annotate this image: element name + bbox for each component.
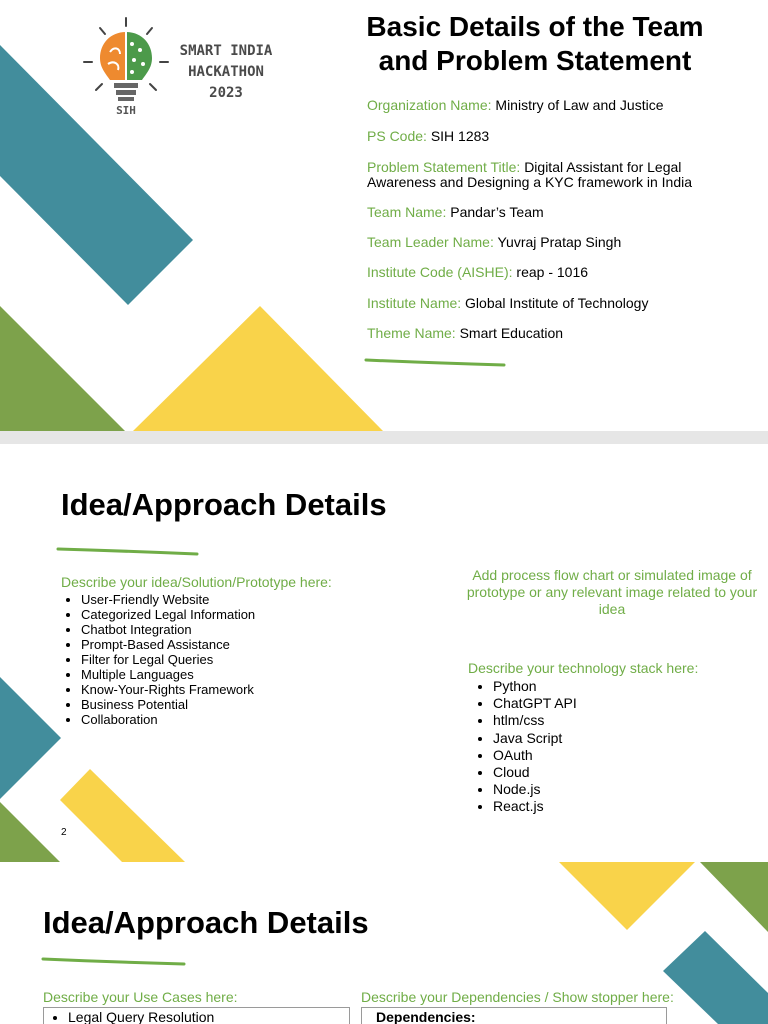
field-problem-statement-title	[367, 160, 727, 190]
field-value: reap - 1016	[516, 264, 589, 280]
logo-line-3: 2023	[209, 85, 243, 101]
green-underline	[55, 545, 201, 557]
field-organization-name	[367, 98, 727, 113]
slide-team-details	[0, 0, 768, 431]
stack-heading: Describe your technology stack here:	[468, 660, 699, 676]
field-ps-code	[367, 129, 727, 144]
field-label: Team Name:	[367, 204, 447, 220]
olive-triangle	[0, 306, 125, 431]
field-value: Pandar’s Team	[450, 204, 544, 220]
list-item: • Java Script	[493, 730, 577, 747]
teal-triangle	[0, 677, 61, 799]
list-item: • Cloud	[493, 764, 577, 781]
olive-triangle	[0, 802, 60, 862]
list-item: • Node.js	[493, 781, 577, 798]
field-institute-code	[367, 265, 727, 280]
tech-stack-list	[473, 678, 577, 816]
teal-diagonal-band	[663, 931, 768, 1024]
list-item: • Collaboration	[81, 712, 255, 727]
logo-line-1: SMART INDIA	[179, 43, 273, 59]
field-theme-name	[367, 326, 727, 341]
list-item: • Know-Your-Rights Framework	[81, 682, 255, 697]
field-label: Theme Name:	[367, 325, 456, 341]
dependencies-label: Dependencies:	[376, 1009, 476, 1024]
field-label: PS Code:	[367, 128, 427, 144]
field-institute-name	[367, 296, 727, 311]
slide-title: Basic Details of the Team and Problem Statement	[366, 11, 704, 76]
field-team-leader-name	[367, 235, 727, 250]
idea-heading: Describe your idea/Solution/Prototype here:	[61, 574, 332, 590]
list-item: • React.js	[493, 798, 577, 815]
field-value: Smart Education	[459, 325, 564, 341]
list-item: • OAuth	[493, 747, 577, 764]
field-label: Organization Name:	[367, 97, 492, 113]
list-item: • Business Potential	[81, 697, 255, 712]
field-value: Digital Assistant for Legal Awareness and Designing a KYC framework in India	[367, 159, 693, 190]
slide-idea-approach	[0, 444, 768, 862]
dependencies-box	[361, 1007, 667, 1024]
field-label: Institute Name:	[367, 295, 462, 311]
sih-logo	[80, 16, 290, 118]
slide-idea-approach-continued	[0, 862, 768, 1024]
page-number: 2	[61, 827, 67, 838]
green-underline	[40, 956, 188, 968]
list-item: • htlm/css	[493, 712, 577, 729]
field-value: Yuvraj Pratap Singh	[497, 234, 622, 250]
use-cases-list	[44, 1008, 349, 1024]
list-item: • Filter for Legal Queries	[81, 652, 255, 667]
flow-chart-note: Add process flow chart or simulated image of prototype or any relevant image related to your idea	[466, 567, 758, 617]
sih-badge: SIH	[116, 104, 136, 117]
use-cases-box	[43, 1007, 350, 1024]
yellow-diagonal-band	[60, 769, 185, 862]
yellow-triangle	[133, 306, 383, 431]
list-item: • Python	[493, 678, 577, 695]
slide-title: Idea/Approach Details	[43, 905, 369, 940]
olive-triangle	[700, 862, 768, 932]
list-item: • Legal Query Resolution	[68, 1009, 349, 1024]
slide-title: Idea/Approach Details	[61, 487, 387, 522]
green-underline	[364, 357, 508, 369]
yellow-triangle	[559, 862, 695, 930]
list-item: • ChatGPT API	[493, 695, 577, 712]
idea-list	[61, 592, 255, 727]
field-label: Problem Statement Title:	[367, 159, 521, 175]
list-item: • User-Friendly Website	[81, 592, 255, 607]
field-label: Institute Code (AISHE):	[367, 264, 513, 280]
lightbulb-brain-icon	[80, 16, 170, 118]
field-value: SIH 1283	[430, 128, 490, 144]
field-team-name	[367, 205, 727, 220]
list-item: • Prompt-Based Assistance	[81, 637, 255, 652]
use-cases-heading: Describe your Use Cases here:	[43, 989, 238, 1005]
field-label: Team Leader Name:	[367, 234, 494, 250]
list-item: • Categorized Legal Information	[81, 607, 255, 622]
logo-line-2: HACKATHON	[188, 64, 264, 80]
dependencies-heading: Describe your Dependencies / Show stopper here:	[361, 989, 674, 1005]
field-value: Global Institute of Technology	[465, 295, 649, 311]
list-item: • Multiple Languages	[81, 667, 255, 682]
field-value: Ministry of Law and Justice	[495, 97, 664, 113]
list-item: • Chatbot Integration	[81, 622, 255, 637]
